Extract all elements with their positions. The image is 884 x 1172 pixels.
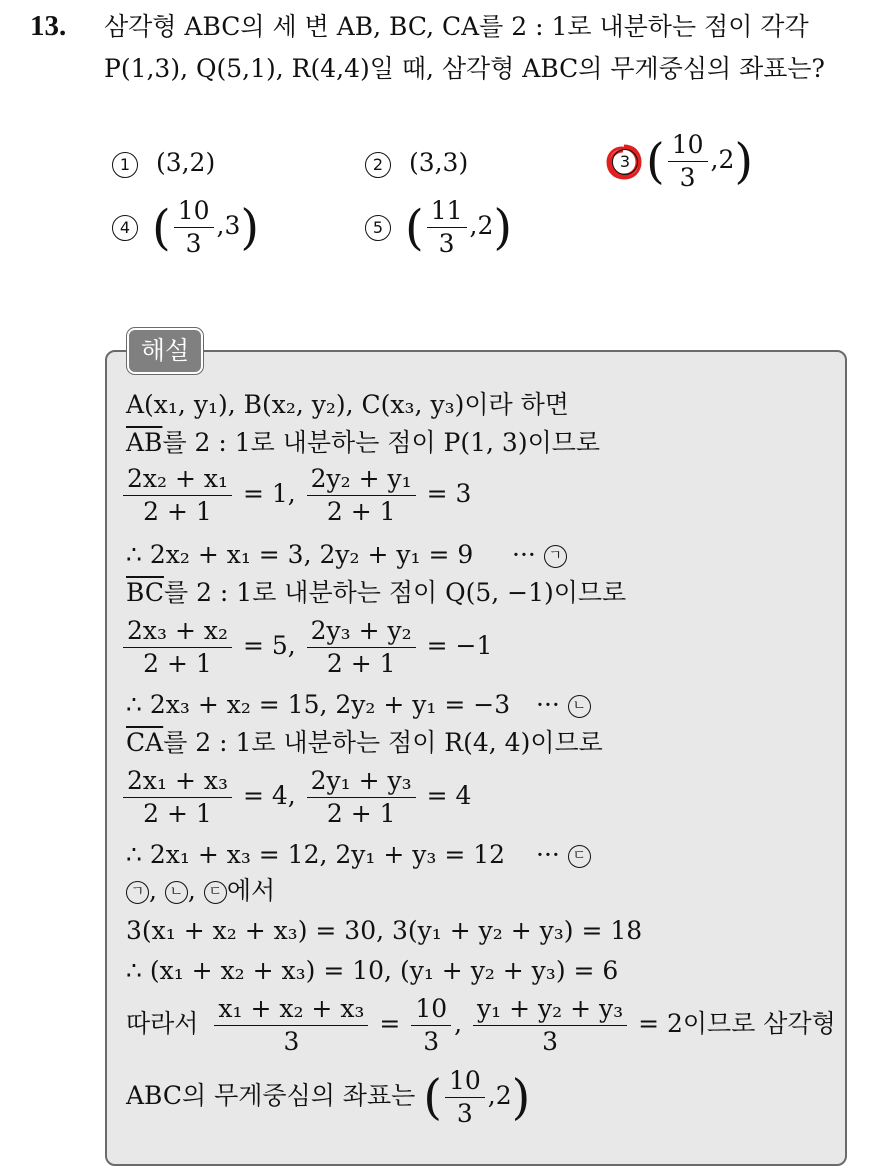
choice-5-lparen: ( [404,199,424,256]
frac-3-eq: = 5, [242,631,296,660]
sol-line-4: ∴ 2x₂ + x₁ = 3, 2y₂ + y₁ = 9 [126,540,474,569]
solution-tag: 해설 [127,328,203,374]
final-den: 3 [456,1099,473,1128]
choice-5-rparen: ) [493,199,513,256]
final-num: 10 [445,1066,485,1098]
sol-line-7: ∴ 2x₃ + x₂ = 15, 2y₂ + y₁ = −3 [126,690,511,719]
frac-2-num: 2y₂ + y₁ [307,464,416,496]
sol-line-10: ∴ 2x₁ + x₃ = 12, 2y₁ + y₃ = 12 [126,840,506,869]
sol-line-8-rest: 를 2 : 1로 내분하는 점이 R(4, 4)이므로 [163,728,603,757]
sol-line-7-tag [536,690,591,720]
sol-line-2-rest: 를 2 : 1로 내분하는 점이 P(1, 3)이므로 [162,428,601,457]
segment-ca: $\overline{CA}$ [126,728,164,757]
tag-digeut: ㄷ [568,845,591,868]
frac-1-eq: = 1, [242,479,296,508]
choice-5-num: 11 [427,196,467,228]
choice-5-rest: ,2 [469,211,494,240]
sol-line-5-rest: 를 2 : 1로 내분하는 점이 Q(5, −1)이므로 [163,578,627,607]
choice-4-lparen: ( [151,199,171,256]
frac-7-den: 3 [283,1027,300,1056]
frac-4-den: 2 + 1 [326,649,396,678]
choice-3-rparen: ) [734,133,754,190]
choice-3-rest: ,2 [710,145,735,174]
sol-line-1: A(x₁, y₁), B(x₂, y₂), C(x₃, y₃)이라 하면 [126,390,569,419]
sol-line-3 [120,464,471,527]
sol-line-15-rparen: ) [511,1069,531,1126]
sol-line-12: 3(x₁ + x₂ + x₃) = 30, 3(y₁ + y₂ + y₃) = 18 [126,916,643,945]
choice-2[interactable] [365,148,468,178]
choice-2-mark: 2 [365,152,391,178]
sol-line-14-post: = 2이므로 삼각형 [638,1009,836,1038]
frac-6-num: 2y₁ + y₃ [307,766,416,798]
sol-line-15-lparen: ( [423,1069,442,1126]
sol-line-11: ㄱ , ㄴ , ㄷ 에서 [126,876,275,906]
sol-line-10-tag [536,840,591,870]
choice-4[interactable] [112,196,259,259]
ref-giyeok: ㄱ [126,881,149,904]
frac-3-num: 2x₃ + x₂ [123,616,232,648]
sol-line-14: 따라서 $\frac{\text{x₁ + x₂ + x₃}}{3}$ = $\frac{10}{3}$ , $\frac{\text{y₁ + y₂ + y₃}}{3}$ = 2이므로 삼각형 [126,994,836,1056]
frac-2-eq: = 3 [426,479,472,508]
choice-3[interactable] [612,130,753,193]
choice-4-num: 10 [174,196,214,228]
question-number: 13. [30,10,67,42]
choice-4-rparen: ) [240,199,260,256]
frac-5-eq: = 4, [242,781,296,810]
ref-digeut: ㄷ [204,881,227,904]
sol-line-13: ∴ (x₁ + x₂ + x₃) = 10, (y₁ + y₂ + y₃) = 6 [126,956,619,985]
sol-line-4-dots: ··· [512,540,536,569]
frac-9-num: y₁ + y₂ + y₃ [473,994,627,1026]
choice-5[interactable] [365,196,512,259]
sol-line-8 [126,728,603,758]
final-rest: ,2 [487,1081,512,1110]
segment-ab: $\overline{AB}$ [126,428,163,457]
sol-line-10-dots: ··· [536,840,560,869]
frac-1-den: 2 + 1 [143,497,212,526]
choice-5-den: 3 [438,229,455,258]
choice-3-fraction [668,130,708,193]
choice-1-mark: 1 [112,152,138,178]
frac-2-den: 2 + 1 [326,497,396,526]
frac-5-den: 2 + 1 [143,799,212,828]
choice-4-mark: 4 [112,215,138,241]
sol-line-5 [126,578,626,608]
choice-4-rest: ,3 [216,211,241,240]
frac-3-den: 2 + 1 [143,649,212,678]
frac-6-eq: = 4 [426,781,472,810]
frac-8-den: 3 [423,1027,440,1056]
choice-3-mark: 3 [612,149,638,175]
frac-4-eq: = −1 [426,631,493,660]
choice-3-lparen: ( [645,133,665,190]
choice-4-den: 3 [185,229,202,258]
sol-line-15 [126,1066,530,1129]
sol-line-6 [120,616,492,679]
choice-2-text: (3,3) [408,148,469,177]
sol-line-7-dots: ··· [536,690,560,719]
frac-9-den: 3 [542,1027,559,1056]
frac-4-num: 2y₃ + y₂ [307,616,416,648]
sol-line-11-rest: 에서 [226,876,276,905]
choice-4-fraction [174,196,214,259]
sol-line-14-pre: 따라서 [126,1009,199,1038]
sol-line-15-pre: ABC의 무게중심의 좌표는 [126,1081,416,1110]
frac-5-num: 2x₁ + x₃ [123,766,232,798]
frac-6-den: 2 + 1 [326,799,396,828]
question-line-1: 삼각형 ABC의 세 변 AB, BC, CA를 2 : 1로 내분하는 점이 각각 [104,12,809,41]
tag-giyeok: ㄱ [544,545,567,568]
frac-1-num: 2x₂ + x₁ [123,464,232,496]
ref-nieun: ㄴ [165,881,188,904]
choice-3-num: 10 [668,130,708,162]
question-line-2: P(1,3), Q(5,1), R(4,4)일 때, 삼각형 ABC의 무게중심의 좌표는? [104,54,825,83]
frac-8-num: 10 [411,994,451,1026]
choice-1-text: (3,2) [155,148,216,177]
tag-nieun: ㄴ [568,695,591,718]
sol-line-9 [120,766,471,829]
sol-line-4-tag [512,540,567,570]
sol-line-2 [126,428,600,458]
choice-5-fraction [427,196,467,259]
choice-3-den: 3 [679,163,696,192]
segment-bc: $\overline{BC}$ [126,578,164,607]
choice-1[interactable] [112,148,215,178]
choice-5-mark: 5 [365,215,391,241]
frac-7-num: x₁ + x₂ + x₃ [214,994,368,1026]
